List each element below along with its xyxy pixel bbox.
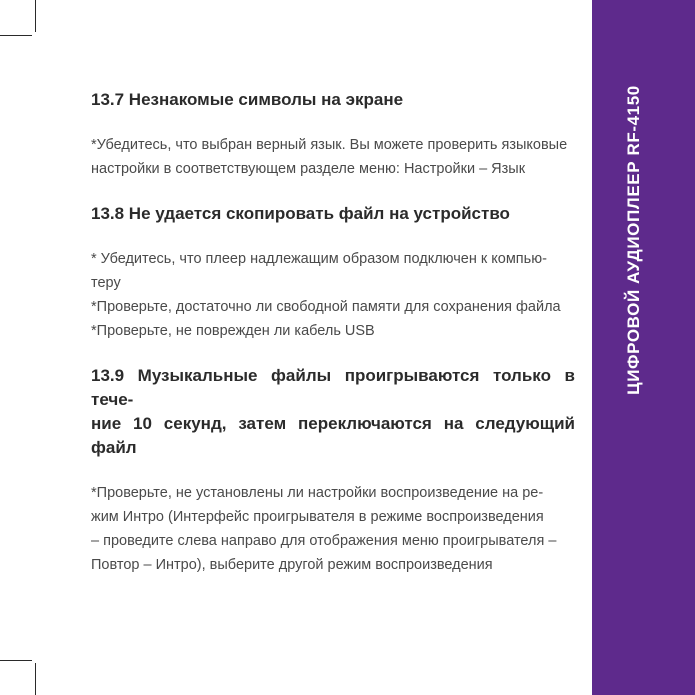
paragraph-line: – проведите слева направо для отображения меню проигрывателя – (91, 533, 557, 549)
paragraph-line: *Проверьте, достаточно ли свободной памяти для сохранения файла (91, 299, 561, 315)
paragraph-line: *Проверьте, не поврежден ли кабель USB (91, 323, 375, 339)
page-content (91, 88, 575, 577)
section-13-9 (91, 364, 575, 577)
section-13-7 (91, 88, 575, 181)
side-title-text: ЦИФРОВОЙ АУДИОПЛЕЕР RF-4150 (624, 85, 643, 395)
crop-mark-top-left-vertical (35, 0, 36, 32)
paragraph-line: настройки в соответствующем разделе меню: Настройки – Язык (91, 161, 526, 177)
section-heading: 13.7 Незнакомые символы на экране (91, 90, 404, 109)
section-13-8 (91, 202, 575, 343)
side-title (616, 85, 652, 395)
paragraph-line: * Убедитесь, что плеер надлежащим образом подключен к компью- (91, 251, 547, 267)
section-heading-line: ние 10 секунд, затем переключаются на следующий файл (91, 414, 575, 457)
paragraph-line: *Проверьте, не установлены ли настройки воспроизведение на ре- (91, 485, 544, 501)
section-heading-line: 13.9 Музыкальные файлы проигрываются только в тече- (91, 366, 575, 409)
paragraph-line: теру (91, 275, 121, 291)
paragraph-line: *Убедитесь, что выбран верный язык. Вы можете проверить языковые (91, 137, 568, 153)
crop-mark-top-left-horizontal (0, 35, 32, 36)
crop-mark-bottom-left-horizontal (0, 660, 32, 661)
paragraph-line: Повтор – Интро), выберите другой режим воспроизведения (91, 557, 493, 573)
section-heading: 13.8 Не удается скопировать файл на устройство (91, 204, 510, 223)
paragraph-line: жим Интро (Интерфейс проигрывателя в режиме воспроизведения (91, 509, 544, 525)
crop-mark-bottom-left-vertical (35, 663, 36, 695)
